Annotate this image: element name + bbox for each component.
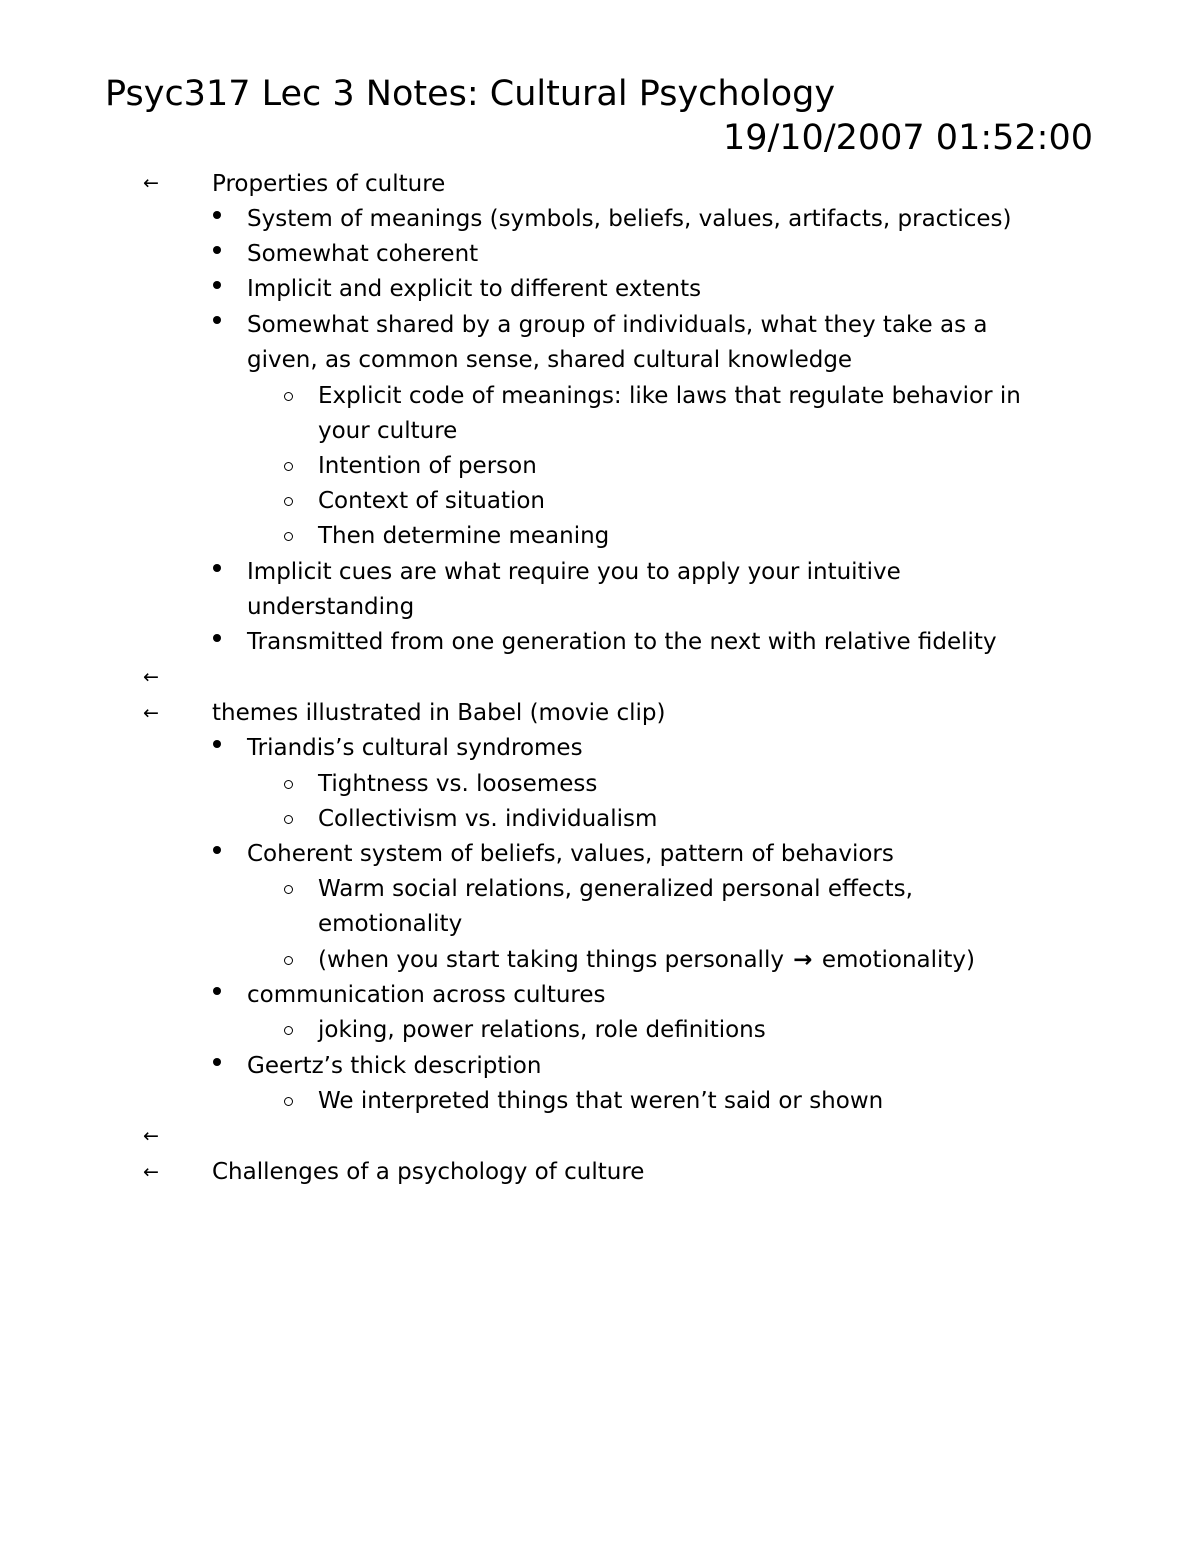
right-arrow-icon: → (793, 947, 813, 973)
list-item: Implicit cues are what require you to apply your intuitive (247, 559, 901, 585)
timestamp: 19/10/2007 01:52:00 (722, 118, 1093, 158)
list-item: communication across cultures (247, 982, 606, 1008)
bullet-icon (213, 564, 221, 572)
bullet-icon (213, 281, 221, 289)
sub-list-item-continuation: emotionality (318, 911, 463, 937)
list-item-continuation: understanding (247, 594, 415, 620)
sub-list-item: Intention of person (318, 453, 537, 479)
list-item: Implicit and explicit to different extents (247, 276, 702, 302)
circle-bullet-icon (284, 885, 293, 894)
circle-bullet-icon (284, 815, 293, 824)
list-item: Triandis’s cultural syndromes (247, 735, 583, 761)
section-heading: Challenges of a psychology of culture (212, 1159, 645, 1185)
bullet-icon (213, 316, 221, 324)
list-item: Coherent system of beliefs, values, pattern of behaviors (247, 841, 894, 867)
sub-list-item: Context of situation (318, 488, 546, 514)
list-item-continuation: given, as common sense, shared cultural knowledge (247, 347, 853, 373)
list-item: Transmitted from one generation to the next with relative fidelity (247, 629, 997, 655)
sub-list-item: Collectivism vs. individualism (318, 806, 658, 832)
left-arrow-icon: ← (143, 172, 159, 194)
sub-list-item (318, 943, 975, 978)
sub-list-item: We interpreted things that weren’t said or shown (318, 1088, 884, 1114)
bullet-icon (213, 634, 221, 642)
list-item: System of meanings (symbols, beliefs, values, artifacts, practices) (247, 206, 1012, 232)
list-item: Somewhat coherent (247, 241, 479, 267)
sub-list-item: Then determine meaning (318, 523, 610, 549)
list-item: Somewhat shared by a group of individuals, what they take as a (247, 312, 988, 338)
section-heading: Properties of culture (212, 171, 446, 197)
circle-bullet-icon (284, 1026, 293, 1035)
left-arrow-icon: ← (143, 1125, 159, 1147)
sub-list-item-continuation: your culture (318, 418, 458, 444)
sub-list-item: Explicit code of meanings: like laws that regulate behavior in (318, 383, 1021, 409)
left-arrow-icon: ← (143, 702, 159, 724)
circle-bullet-icon (284, 532, 293, 541)
page-title: Psyc317 Lec 3 Notes: Cultural Psychology (105, 74, 836, 114)
left-arrow-icon: ← (143, 666, 159, 688)
bullet-icon (213, 246, 221, 254)
circle-bullet-icon (284, 1097, 293, 1106)
section-heading: themes illustrated in Babel (movie clip) (212, 700, 666, 726)
bullet-icon (213, 846, 221, 854)
sub-list-item: Tightness vs. loosemess (318, 771, 598, 797)
bullet-icon (213, 211, 221, 219)
bullet-icon (213, 740, 221, 748)
list-item: Geertz’s thick description (247, 1053, 542, 1079)
circle-bullet-icon (284, 497, 293, 506)
left-arrow-icon: ← (143, 1161, 159, 1183)
circle-bullet-icon (284, 462, 293, 471)
circle-bullet-icon (284, 392, 293, 401)
bullet-icon (213, 987, 221, 995)
sub-list-item: joking, power relations, role definitions (318, 1017, 766, 1043)
sub-list-item-text: emotionality) (821, 947, 976, 973)
sub-list-item: Warm social relations, generalized personal effects, (318, 876, 913, 902)
sub-list-item-text: (when you start taking things personally (318, 947, 784, 973)
circle-bullet-icon (284, 956, 293, 965)
circle-bullet-icon (284, 780, 293, 789)
bullet-icon (213, 1058, 221, 1066)
